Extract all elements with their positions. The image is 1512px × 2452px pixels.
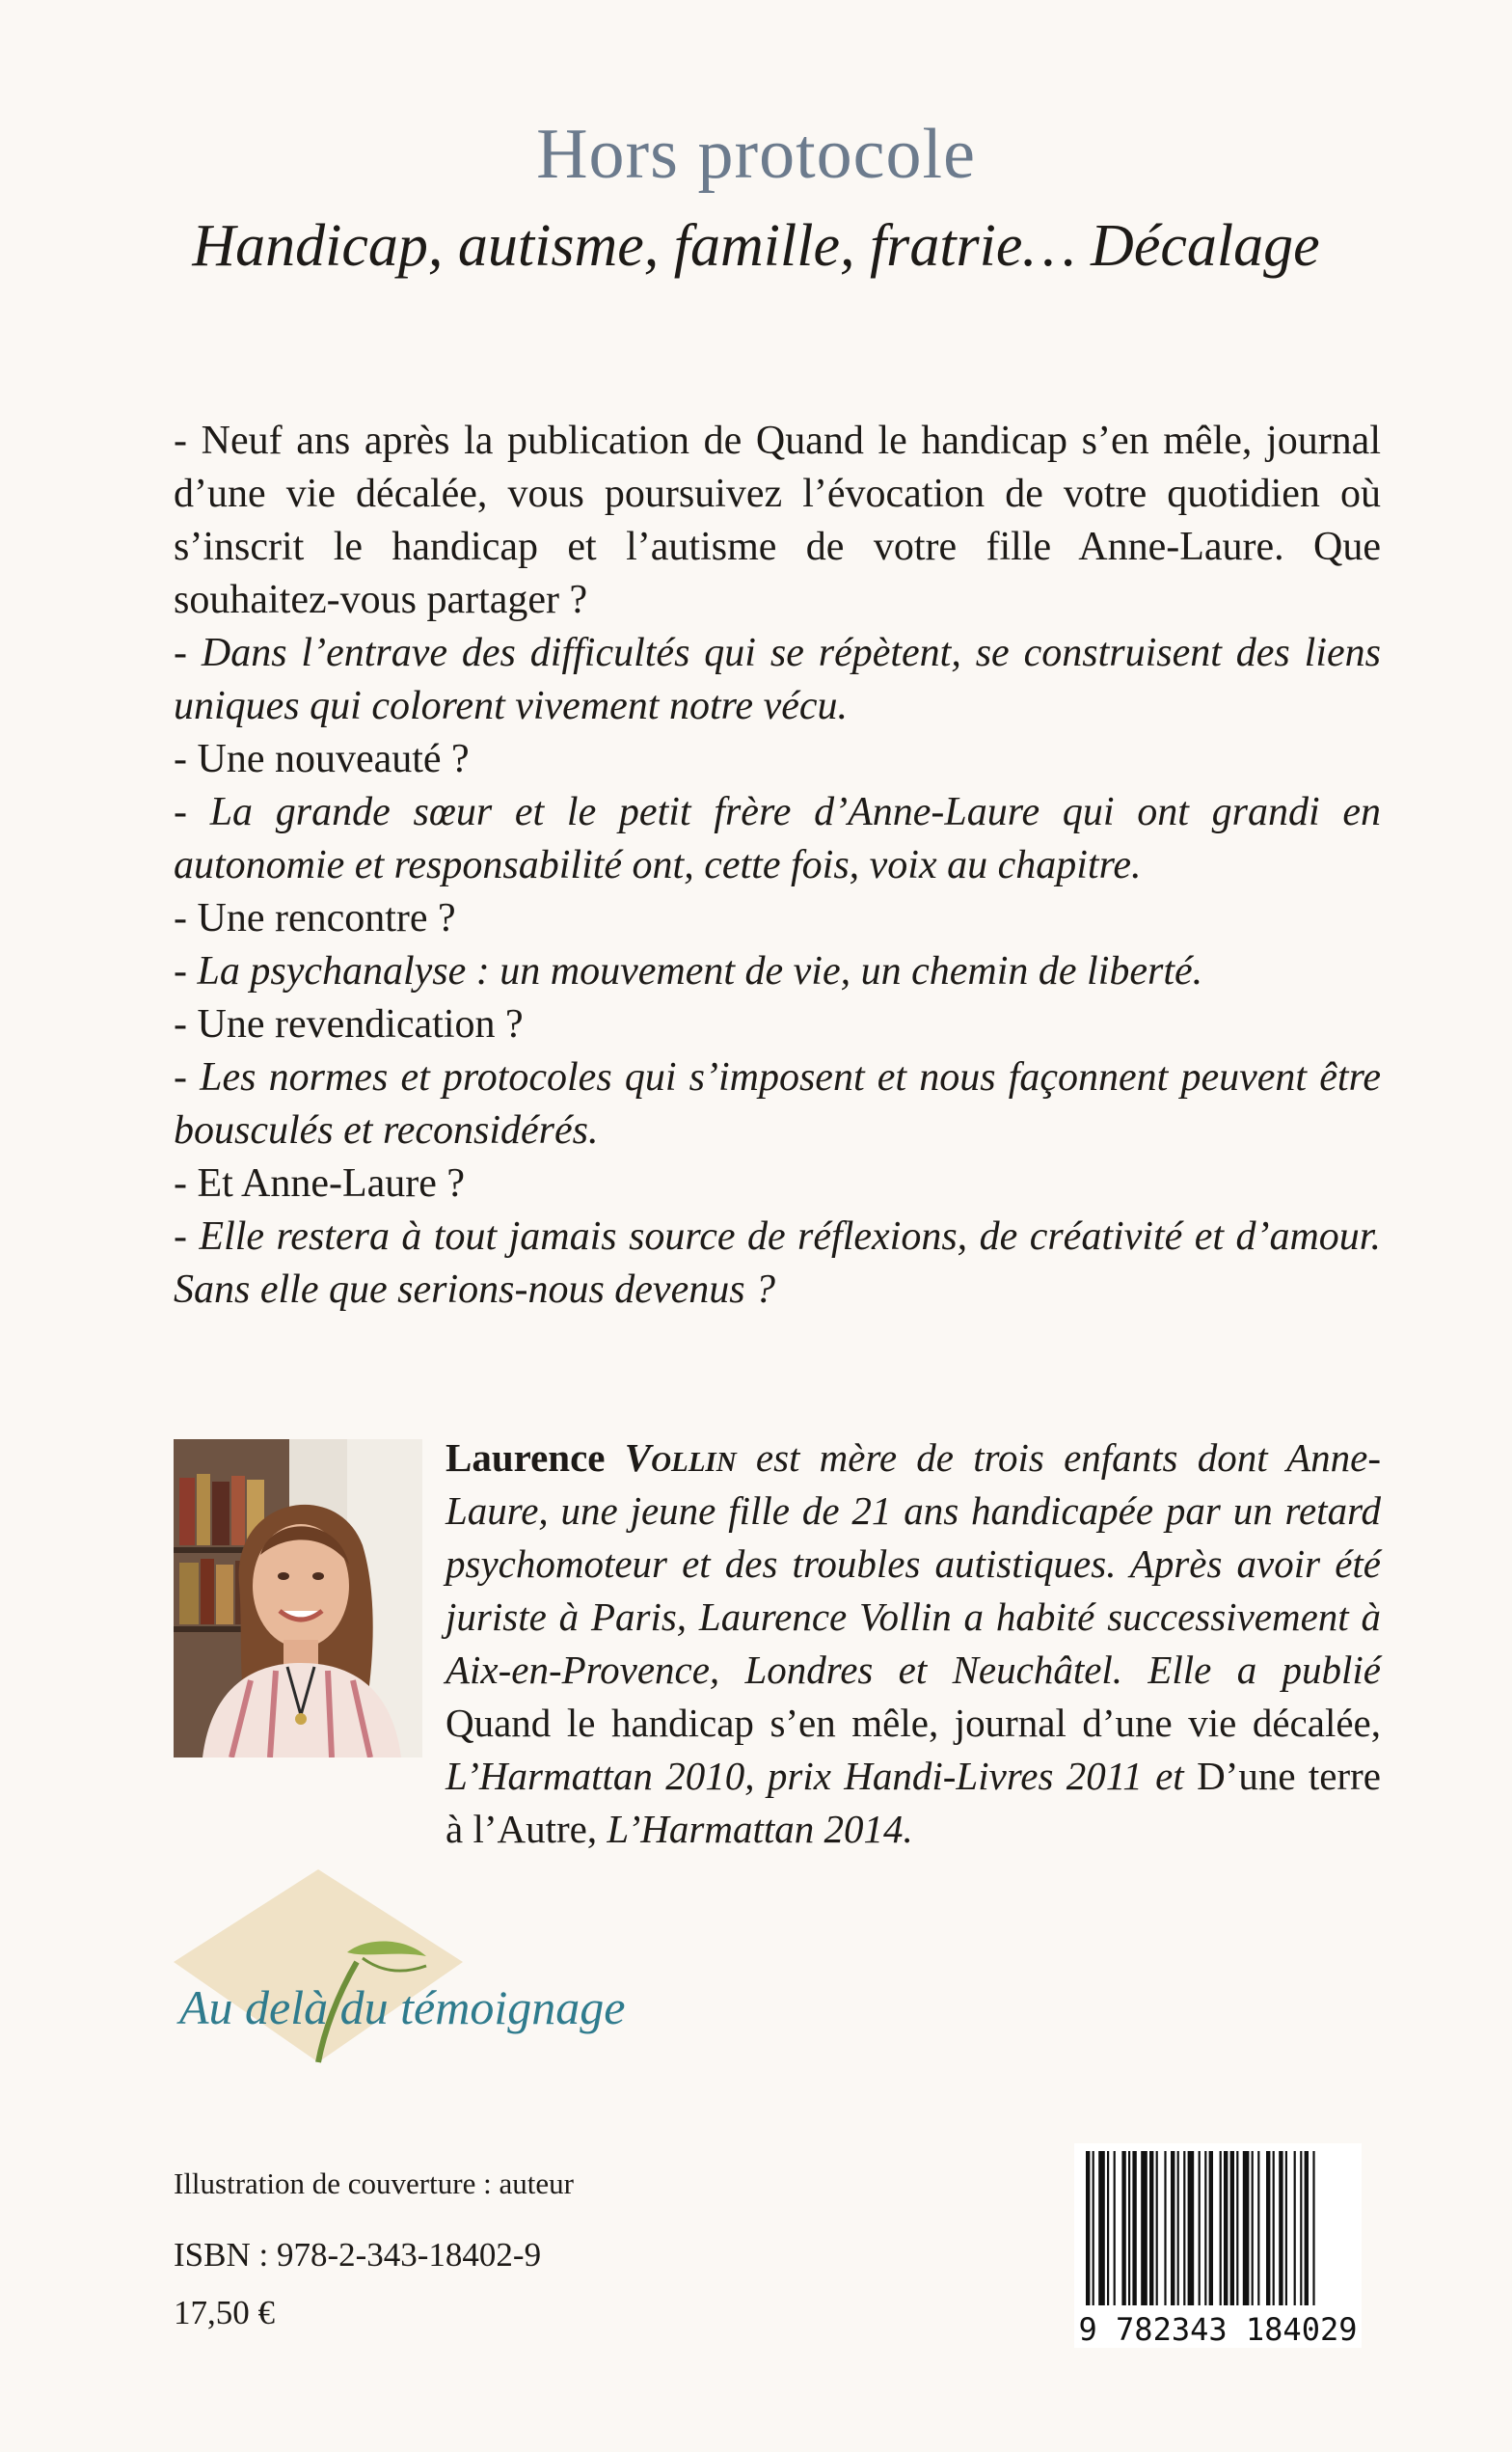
- book-subtitle: Handicap, autisme, famille, fratrie… Décalage: [192, 213, 1320, 279]
- bio-text-1: est mère de trois enfants dont Anne-Laure, une jeune fille de 21 ans handicapée par un retard psychomoteur et des troubles autistiques. Après avoir été juriste à Paris, Laurence Vollin a habité successivement à Aix-en-Provence, Londres et Neuchâtel. Elle a publié: [446, 1435, 1381, 1692]
- barcode-bar: [1121, 2151, 1125, 2305]
- barcode-bar: [1132, 2151, 1136, 2305]
- interview-answer: - Les normes et protocoles qui s’imposent et nous façonnent peuvent être bousculés et reconsidérés.: [174, 1055, 1381, 1153]
- barcode-bar: [1236, 2151, 1238, 2305]
- barcode-bar: [1273, 2151, 1275, 2305]
- barcode-bar: [1183, 2151, 1185, 2305]
- barcode-bar: [1252, 2151, 1254, 2305]
- interview-question: - Et Anne-Laure ?: [174, 1161, 466, 1206]
- barcode-bar: [1285, 2151, 1287, 2305]
- barcode-bar: [1107, 2151, 1109, 2305]
- collection-name: Au delà du témoignage: [179, 1980, 626, 2034]
- barcode-bar: [1209, 2151, 1213, 2305]
- author-photo: [174, 1439, 422, 1757]
- interview-question: - Une nouveauté ?: [174, 737, 470, 781]
- barcode-bar: [1305, 2151, 1309, 2305]
- barcode-bar: [1243, 2151, 1250, 2305]
- barcode-bar: [1204, 2151, 1206, 2305]
- interview-question: - Neuf ans après la publication de Quand le handicap s’en mêle, journal d’une vie décalée, vous poursuivez l’évocation de votre quotidien où s’inscrit le handicap et l’autisme de votre fille Anne-Laure. Que souhaitez-vous partager ?: [174, 419, 1381, 622]
- barcode-bar: [1279, 2151, 1282, 2305]
- barcode-bar: [1171, 2151, 1174, 2305]
- bio-text-3: L’Harmattan 2014.: [597, 1807, 913, 1851]
- bio-book-2: D’une terre à l’Autre,: [446, 1754, 1381, 1851]
- barcode-bar: [1177, 2151, 1179, 2305]
- barcode-bar: [1312, 2151, 1314, 2305]
- interview-answer: - La psychanalyse : un mouvement de vie, un chemin de liberté.: [174, 949, 1203, 994]
- barcode-bar: [1266, 2151, 1270, 2305]
- collection-logo: [174, 1869, 714, 2082]
- barcode-bar: [1294, 2151, 1296, 2305]
- interview-answer: - Dans l’entrave des difficultés qui se répètent, se construisent des liens uniques qui colorent vivement notre vécu.: [174, 631, 1381, 728]
- barcode-bar: [1164, 2151, 1166, 2305]
- barcode-bar: [1257, 2151, 1259, 2305]
- barcode-digits: 9 782343 184029: [1078, 2311, 1358, 2348]
- barcode-bar: [1224, 2151, 1228, 2305]
- barcode-bar: [1141, 2151, 1148, 2305]
- barcode-bar: [1188, 2151, 1195, 2305]
- barcode-bar: [1093, 2151, 1094, 2305]
- bio-text-2: L’Harmattan 2010, prix Handi-Livres 2011 et: [446, 1754, 1198, 1798]
- barcode-bar: [1156, 2151, 1158, 2305]
- author-bio: [446, 1431, 1381, 1856]
- barcode-bar: [1149, 2151, 1153, 2305]
- barcode-bar: [1128, 2151, 1130, 2305]
- book-title: Hors protocole: [536, 115, 976, 194]
- bio-book-1: Quand le handicap s’en mêle, journal d’une vie décalée,: [446, 1701, 1381, 1745]
- barcode-bar: [1098, 2151, 1105, 2305]
- barcode: [1074, 2143, 1362, 2348]
- author-first-name: Laurence: [446, 1435, 625, 1480]
- barcode-bar: [1300, 2151, 1302, 2305]
- barcode-bar: [1086, 2151, 1090, 2305]
- interview-question: - Une revendication ?: [174, 1002, 524, 1047]
- author-last-name: Vollin: [624, 1435, 737, 1480]
- isbn: ISBN : 978-2-343-18402-9: [174, 2236, 542, 2274]
- barcode-bar: [1220, 2151, 1222, 2305]
- barcode-bar: [1199, 2151, 1201, 2305]
- interview-answer: - Elle restera à tout jamais source de réflexions, de créativité et d’amour. Sans elle que serions-nous devenus ?: [174, 1214, 1381, 1312]
- interview-text: [174, 415, 1381, 1317]
- interview-answer: - La grande sœur et le petit frère d’Anne-Laure qui ont grandi en autonomie et responsabilité ont, cette fois, voix au chapitre.: [174, 790, 1381, 887]
- barcode-bar: [1114, 2151, 1116, 2305]
- price: 17,50 €: [174, 2294, 275, 2331]
- barcode-bar: [1230, 2151, 1234, 2305]
- cover-illustration-credit: Illustration de couverture : auteur: [174, 2166, 574, 2200]
- interview-question: - Une rencontre ?: [174, 896, 456, 940]
